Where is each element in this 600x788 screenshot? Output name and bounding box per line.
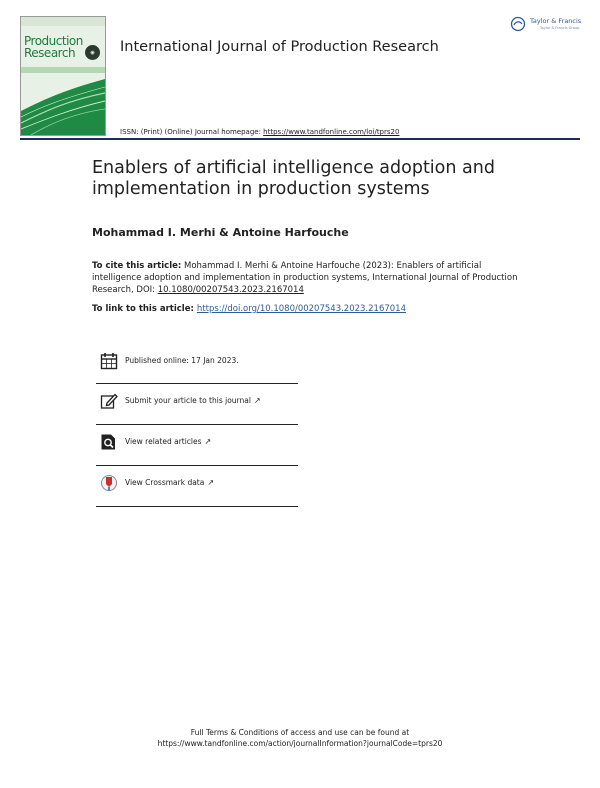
journal-cover-image xyxy=(20,16,106,136)
terms-footer xyxy=(100,727,500,749)
external-link-icon: ↗ xyxy=(253,396,261,405)
published-online-row xyxy=(96,352,296,392)
submit-article-link[interactable] xyxy=(125,396,261,405)
issn-line xyxy=(120,128,399,136)
publisher-logo-subtext: Taylor & Francis Group xyxy=(540,26,580,30)
submit-article-row[interactable] xyxy=(96,392,296,432)
journal-homepage-link[interactable]: https://www.tandfonline.com/loi/tprs20 xyxy=(263,128,400,136)
external-link-icon: ↗ xyxy=(204,437,212,446)
cite-text: Mohammad I. Merhi & Antoine Harfouche (2023): Enablers of artificial intelligence adoption and implementation in production systems, International Journal of Production Research, DOI: xyxy=(92,261,518,295)
info-divider xyxy=(96,424,298,425)
crossmark-link[interactable] xyxy=(125,478,214,487)
article-authors: Mohammad I. Merhi & Antoine Harfouche xyxy=(92,226,349,239)
info-divider xyxy=(96,383,298,384)
header-divider xyxy=(20,138,580,140)
crossmark-row[interactable] xyxy=(96,474,296,514)
publisher-logo xyxy=(510,16,586,36)
info-divider xyxy=(96,465,298,466)
terms-link[interactable]: https://www.tandfonline.com/action/journalInformation?journalCode=tprs20 xyxy=(157,739,443,748)
crossmark-label: View Crossmark data xyxy=(125,478,205,487)
crossmark-icon xyxy=(100,474,118,492)
article-title: Enablers of artificial intelligence adoption and implementation in production systems xyxy=(92,158,495,199)
related-articles-label: View related articles xyxy=(125,437,202,446)
related-articles-link[interactable] xyxy=(125,437,211,446)
cover-wave-art xyxy=(21,71,105,135)
article-doi-link[interactable]: https://doi.org/10.1080/00207543.2023.2167014 xyxy=(196,304,406,314)
related-articles-icon xyxy=(100,433,118,451)
terms-text: Full Terms & Conditions of access and use can be found at xyxy=(190,728,410,737)
related-articles-row[interactable] xyxy=(96,433,296,473)
calendar-icon xyxy=(100,352,118,370)
cite-label: To cite this article: xyxy=(92,261,182,271)
link-label: To link to this article: xyxy=(92,304,194,314)
publisher-logo-icon xyxy=(510,16,526,32)
cover-badge-icon: ◉ xyxy=(85,45,100,60)
article-link-line xyxy=(92,304,406,314)
publisher-logo-text: Taylor & Francis xyxy=(530,17,582,25)
external-link-icon: ↗ xyxy=(207,478,215,487)
citation-block xyxy=(92,260,522,296)
cover-top-bar xyxy=(21,17,105,26)
doi-link[interactable]: 10.1080/00207543.2023.2167014 xyxy=(157,285,304,295)
edit-icon xyxy=(100,392,118,410)
submit-article-label: Submit your article to this journal xyxy=(125,396,251,405)
info-divider xyxy=(96,506,298,507)
journal-title: International Journal of Production Research xyxy=(120,39,439,55)
issn-label: ISSN: (Print) (Online) Journal homepage: xyxy=(120,128,264,136)
cover-title: Production Research xyxy=(24,34,83,60)
published-online-text: Published online: 17 Jan 2023. xyxy=(125,356,239,365)
